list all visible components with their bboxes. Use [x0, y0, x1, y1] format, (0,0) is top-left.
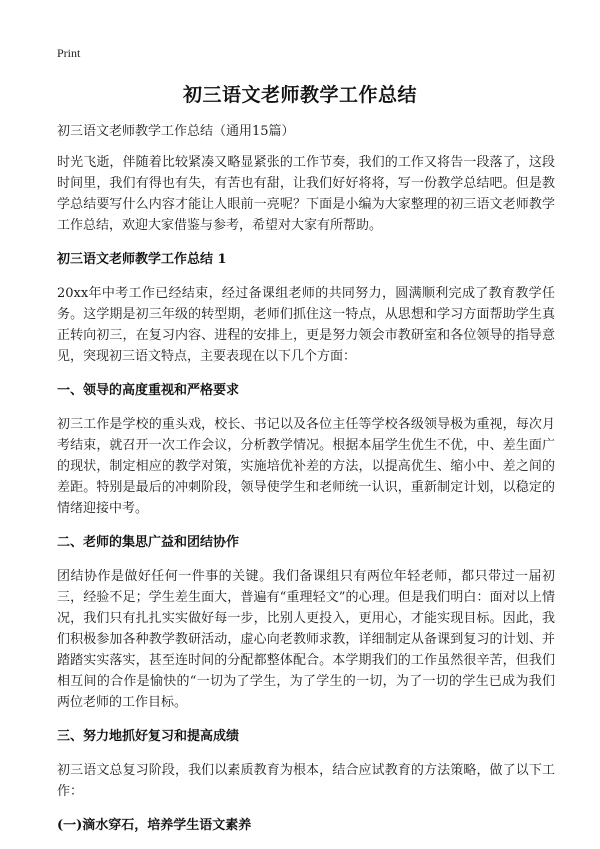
- subsection-heading-1: 一、领导的高度重视和严格要求: [57, 383, 240, 398]
- subsection-paragraph-2: 团结协作是做好任何一件事的关键。我们备课组只有两位年轻老师，都只带过一届初三，经验不足；学生差生面大，普遍有“重理轻文”的心理。但是我们明白：面对以上情况，我们只有扎扎实实做好每一步，比别人更投入，更用心，才能实现目标。因此，我们积极参加各种教学教研活动，虚心向老教师求教，详细制定从备课到复习的计划、并踏踏实实落实，甚至连时间的分配都整体配合。本学期我们的工作虽然很辛苦，但我们相互间的合作是愉快的“一切为了学生，为了学生的一切，为了一切的学生已成为我们两位老师的工作目标。: [57, 569, 555, 710]
- subsection-paragraph-1: 初三工作是学校的重头戏，校长、书记以及各位主任等学校各级领导极为重视，每次月考结束，就召开一次工作会议，分析教学情况。根据本届学生优生不优，中、差生面广的现状，制定相应的教学对策，实施培优补差的方法，以提高优生、缩小中、差之间的差距。特别是最后的冲刺阶段，领导使学生和老师统一认识，重新制定计划，以稳定的情绪迎接中考。: [57, 417, 555, 516]
- subsection-heading-4: (一)滴水穿石，培养学生语文素养: [57, 818, 252, 833]
- section-paragraph: 20xx年中考工作已经结束，经过备课组老师的共同努力，圆满顺利完成了教育教学任务。这学期是初三年级的转型期，老师们抓住这一特点，从思想和学习方面帮助学生真正转向初三，在复习内容、进程的安排上，更是努力领会市教研室和各位领导的指导意见，突现初三语文特点，主要表现在以下几个方面：: [57, 286, 555, 364]
- section-heading: 初三语文老师教学工作总结 1: [57, 252, 227, 267]
- subsection-paragraph-3: 初三语文总复习阶段，我们以素质教育为根本，结合应试教育的方法策略，做了以下工作：: [57, 763, 555, 799]
- print-label[interactable]: Print: [57, 46, 81, 60]
- document-body: [57, 121, 555, 849]
- subsection-heading-2: 二、老师的集思广益和团结协作: [57, 535, 240, 550]
- document-subtitle: 初三语文老师教学工作总结（通用15篇）: [57, 124, 295, 139]
- subsection-heading-3: 三、努力地抓好复习和提高成绩: [57, 729, 240, 744]
- document-title: 初三语文老师教学工作总结: [182, 84, 417, 106]
- intro-paragraph: 时光飞逝，伴随着比较紧凑又略显紧张的工作节奏，我们的工作又将告一段落了，这段时间里，我们有得也有失，有苦也有甜，让我们好好将将，写一份教学总结吧。但是教学总结要写什么内容才能让人眼前一亮呢？下面是小编为大家整理的初三语文老师教学工作总结，欢迎大家借鉴与参考，希望对大家有所帮助。: [57, 155, 555, 233]
